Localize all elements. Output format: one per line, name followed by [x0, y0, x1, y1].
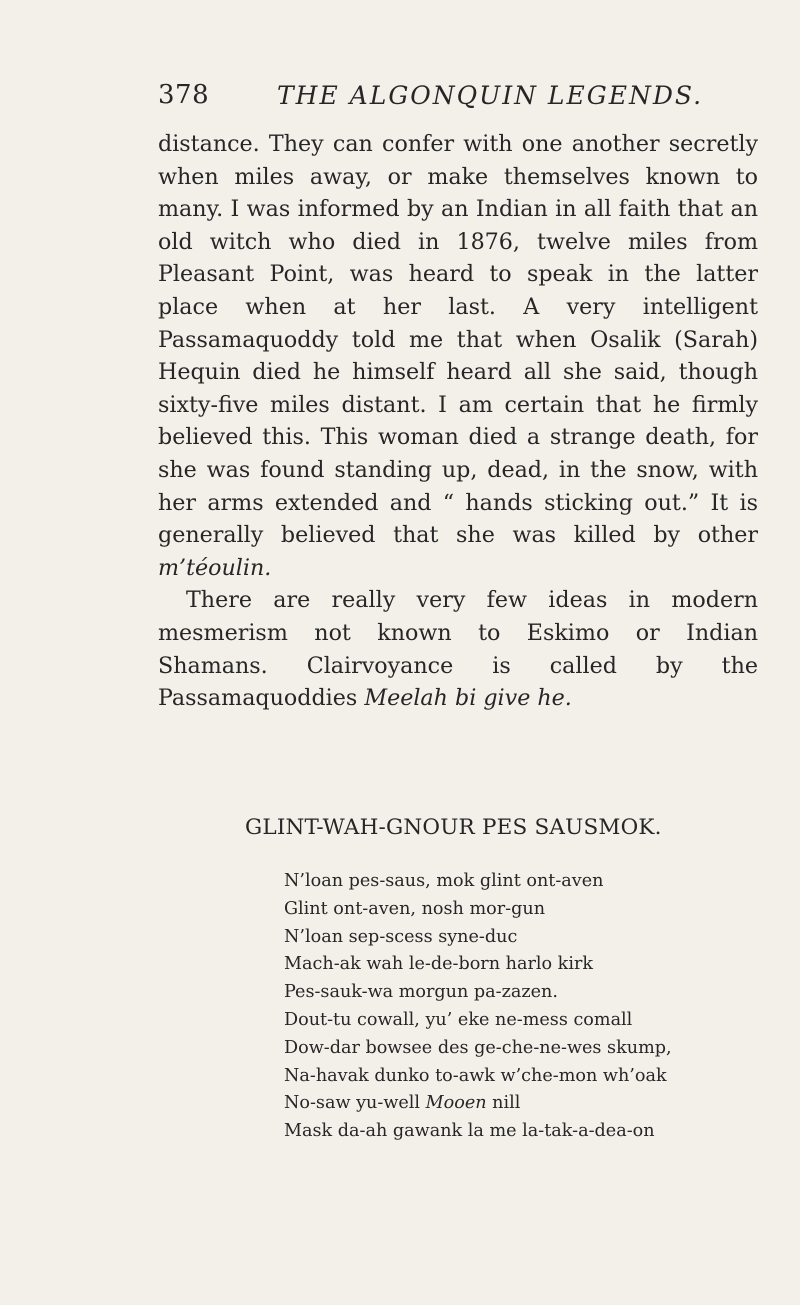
poem-line-text: nill — [486, 1093, 521, 1114]
poem-line-text: Dow-dar bowsee des ge-che-ne-wes skump, — [284, 1037, 672, 1058]
paragraph — [158, 128, 758, 584]
poem-line — [284, 868, 744, 896]
poem-line — [284, 951, 744, 979]
poem-line-italic-text: Mooen — [425, 1093, 487, 1114]
poem-line-text: Mask da-ah gawank la me la-tak-a-dea-on — [284, 1121, 655, 1142]
poem-line-text: Dout-tu cowall, yu’ eke ne-mess comall — [284, 1009, 633, 1030]
poem-line-text: Na-havak dunko to-awk w’che-mon wh’oak — [284, 1065, 667, 1086]
poem-line — [284, 979, 744, 1007]
body-text — [158, 128, 758, 715]
page-header — [158, 80, 758, 120]
paragraph-italic-text: m’téoulin. — [158, 554, 272, 581]
poem-line-text: No-saw yu-well — [284, 1093, 426, 1114]
poem-line — [284, 1007, 744, 1035]
poem-title: GLINT-WAH-GNOUR PES SAUSMOK. — [245, 815, 662, 840]
poem-line-text: N’loan pes-saus, mok glint ont-aven — [284, 871, 604, 891]
poem-line-text: N’loan sep-scess syne-duc — [284, 926, 518, 947]
poem-line-text: Mach-ak wah le-de-born harlo kirk — [284, 954, 594, 975]
paragraph-text: distance. They can confer with one another secretly when miles away, or make themselves known to many. I was informed by an Indian in all faith that an old witch who died in 1876, twelve miles from Pleasant Point, was heard to speak in the latter place when at her last. A very intelligent Passamaquoddy told me that when Osalik (Sarah) Hequin died he himself heard all she said, though sixty-five miles distant. I am certain that he firmly believed this. This woman died a strange death, for she was found standing up, dead, in the snow, with her arms extended and “ hands sticking out.” It is generally believed that she was killed by other — [158, 131, 758, 549]
poem-line-text: Pes-sauk-wa morgun pa-zazen. — [284, 982, 558, 1003]
poem-line-text: Glint ont-aven, nosh mor-gun — [284, 898, 546, 919]
poem — [284, 868, 744, 1146]
poem-line — [284, 924, 744, 952]
paragraph-text: There are really very few ideas in modern mesmerism not known to Eskimo or Indian Shamans. Clairvoyance is called by the Passamaquoddies — [158, 587, 758, 712]
poem-line — [284, 1090, 744, 1118]
paragraph-italic-text: Meelah bi give he. — [364, 685, 572, 712]
poem-line — [284, 1035, 744, 1063]
poem-line — [284, 1118, 744, 1146]
running-head: THE ALGONQUIN LEGENDS. — [277, 81, 704, 110]
paragraph — [158, 584, 758, 714]
page-number: 378 — [158, 80, 210, 110]
poem-line — [284, 896, 744, 924]
poem-line — [284, 1063, 744, 1091]
